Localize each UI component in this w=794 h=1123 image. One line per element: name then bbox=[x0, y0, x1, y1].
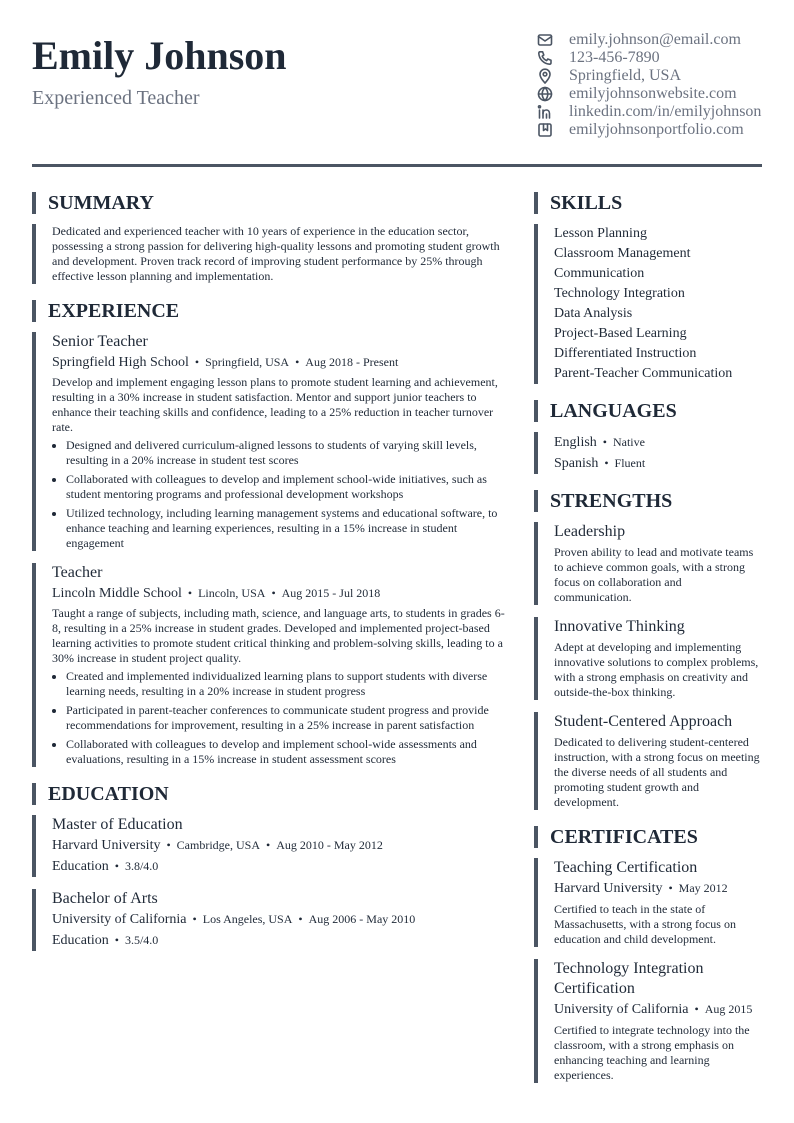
contact-phone[interactable] bbox=[536, 49, 776, 67]
contact-email[interactable] bbox=[536, 31, 776, 49]
job-bullet: • Collaborated with colleagues to develop and implement school-wide initiatives, such as student mentoring programs and professional development workshops bbox=[66, 472, 510, 502]
job-description: Taught a range of subjects, including math, science, and language arts, to students in grades 6-8, resulting in a 25% increase in student grades. Developed and implemented project-based learning activities to promote student critical thinking and problem-solving skills, leading to a 30% increase in student project quality. bbox=[52, 606, 505, 665]
strengths-section bbox=[534, 490, 762, 810]
resume-page bbox=[32, 0, 762, 1082]
education-dates: Aug 2006 - May 2010 bbox=[308, 912, 416, 926]
certificate-meta bbox=[554, 999, 762, 1020]
strength-description: Proven ability to lead and motivate teams to achieve common goals, with a strong focus on collaboration and communication. bbox=[554, 545, 754, 604]
certificate-description: Certified to integrate technology into the classroom, with a strong emphasis on enhancing teaching and learning experiences. bbox=[554, 1023, 750, 1082]
strength-description: Dedicated to delivering student-centered instruction, with a strong focus on meeting the diverse needs of all students and promoting student growth and development. bbox=[554, 735, 760, 809]
left-column bbox=[32, 192, 510, 951]
separator-dot: • bbox=[602, 435, 607, 449]
contact-list bbox=[536, 31, 776, 139]
school-location: Los Angeles, USA bbox=[202, 912, 293, 926]
certificate-date: Aug 2015 bbox=[704, 1002, 753, 1016]
job-bullets bbox=[52, 669, 510, 767]
languages-list bbox=[534, 432, 762, 474]
language-item bbox=[554, 453, 762, 474]
language-level: Fluent bbox=[614, 456, 646, 470]
job-title: Teacher bbox=[52, 564, 103, 581]
separator-dot: • bbox=[187, 586, 193, 600]
job-bullet: • Collaborated with colleagues to develop and implement school-wide assessments and evaluations, resulting in a 15% increase in student assessment scores bbox=[66, 737, 510, 767]
right-column bbox=[534, 192, 762, 1083]
language-item bbox=[554, 432, 762, 453]
phone-icon bbox=[536, 49, 554, 67]
certificate-item bbox=[534, 959, 762, 1083]
section-heading-education: EDUCATION bbox=[32, 783, 510, 805]
map-pin-icon bbox=[536, 67, 554, 85]
field-of-study: Education bbox=[52, 933, 109, 948]
education-dates: Aug 2010 - May 2012 bbox=[276, 838, 383, 852]
school-name: Harvard University bbox=[52, 838, 161, 853]
gpa: 3.5/4.0 bbox=[124, 933, 159, 947]
job-location: Springfield, USA bbox=[205, 355, 290, 369]
strength-title: Student-Centered Approach bbox=[554, 713, 733, 730]
field-of-study: Education bbox=[52, 859, 109, 874]
skill-item: Data Analysis bbox=[554, 306, 633, 321]
education-item bbox=[32, 889, 510, 951]
skills-list bbox=[534, 224, 762, 384]
summary-section bbox=[32, 192, 510, 284]
portfolio-icon bbox=[536, 121, 554, 139]
certificate-item bbox=[534, 858, 762, 947]
skills-section bbox=[534, 192, 762, 384]
job-bullet: • Participated in parent-teacher conferences to communicate student progress and provide recommendations for improvement, resulting in a 25% increase in parent satisfaction bbox=[66, 703, 510, 733]
skill-item: Technology Integration bbox=[554, 286, 685, 301]
strength-item bbox=[534, 522, 762, 605]
separator-dot: • bbox=[295, 355, 300, 369]
job-bullet: • Designed and delivered curriculum-aligned lessons to students of varying skill levels, resulting in a 20% increase in student test scores bbox=[66, 438, 510, 468]
strength-item bbox=[534, 712, 762, 810]
separator-dot: • bbox=[668, 881, 673, 895]
language-name: English bbox=[554, 435, 597, 450]
contact-location bbox=[536, 67, 776, 85]
separator-dot: • bbox=[271, 586, 276, 600]
gpa: 3.8/4.0 bbox=[124, 859, 159, 873]
certificate-description: Certified to teach in the state of Massachusetts, with a strong focus on education and child development. bbox=[554, 902, 736, 946]
section-heading-languages: LANGUAGES bbox=[534, 400, 762, 422]
skill-item: Differentiated Instruction bbox=[554, 346, 697, 361]
job-title: Senior Teacher bbox=[52, 333, 148, 350]
candidate-name: Emily Johnson bbox=[32, 33, 287, 78]
separator-dot: • bbox=[298, 912, 303, 926]
experience-item bbox=[32, 563, 510, 767]
job-organization: Lincoln Middle School bbox=[52, 586, 182, 601]
candidate-title: Experienced Teacher bbox=[32, 87, 200, 109]
section-heading-strengths: STRENGTHS bbox=[534, 490, 762, 512]
degree-title: Master of Education bbox=[52, 816, 183, 833]
separator-dot: • bbox=[604, 456, 609, 470]
job-dates: Aug 2018 - Present bbox=[305, 355, 399, 369]
separator-dot: • bbox=[194, 355, 200, 369]
certificate-date: May 2012 bbox=[678, 881, 728, 895]
education-item bbox=[32, 815, 510, 877]
contact-portfolio[interactable] bbox=[536, 121, 776, 139]
strength-item bbox=[534, 617, 762, 700]
skill-item: Communication bbox=[554, 266, 645, 281]
education-meta bbox=[52, 835, 510, 856]
job-description: Develop and implement engaging lesson plans to promote student learning and achievement, resulting in a 30% increase in student satisfaction. Mentor and support junior teachers to enhance their teaching skills and confidence, leading to a 25% reduction in teacher turnover rate. bbox=[52, 375, 498, 434]
separator-dot: • bbox=[114, 859, 119, 873]
job-bullet: • Created and implemented individualized learning plans to support students with diverse learning needs, resulting in a 20% increase in student progress bbox=[66, 669, 510, 699]
school-name: University of California bbox=[52, 912, 187, 927]
summary-text: Dedicated and experienced teacher with 10 years of experience in the education sector, possessing a strong passion for delivering high-quality lessons and promoting student growth and development. Proven track record of improving student performance by 25% through effective lesson planning and implementation. bbox=[32, 224, 510, 284]
job-bullets bbox=[52, 438, 510, 551]
separator-dot: • bbox=[694, 1002, 699, 1016]
experience-item bbox=[32, 332, 510, 551]
certificate-issuer: University of California bbox=[554, 1002, 689, 1017]
contact-website-text: emilyjohnsonwebsite.com bbox=[569, 85, 737, 102]
skill-item: Parent-Teacher Communication bbox=[554, 366, 733, 381]
resume-header bbox=[32, 0, 762, 167]
contact-linkedin[interactable] bbox=[536, 103, 776, 121]
section-heading-experience: EXPERIENCE bbox=[32, 300, 510, 322]
strength-description: Adept at developing and implementing innovative solutions to complex problems, with a strong emphasis on creativity and outside-the-box thinking. bbox=[554, 640, 759, 699]
section-heading-summary: SUMMARY bbox=[32, 192, 510, 214]
separator-dot: • bbox=[114, 933, 119, 947]
certificate-meta bbox=[554, 878, 762, 899]
separator-dot: • bbox=[166, 838, 171, 852]
school-location: Cambridge, USA bbox=[176, 838, 260, 852]
language-level: Native bbox=[612, 435, 645, 449]
strength-title: Leadership bbox=[554, 523, 626, 540]
contact-linkedin-text: linkedin.com/in/emilyjohnson bbox=[569, 103, 762, 120]
job-meta bbox=[52, 583, 510, 604]
contact-phone-text: 123-456-7890 bbox=[569, 49, 660, 66]
contact-portfolio-text: emilyjohnsonportfolio.com bbox=[569, 121, 744, 138]
job-meta bbox=[52, 352, 510, 373]
separator-dot: • bbox=[192, 912, 197, 926]
contact-website[interactable] bbox=[536, 85, 776, 103]
skill-item: Lesson Planning bbox=[554, 226, 647, 241]
job-dates: Aug 2015 - Jul 2018 bbox=[281, 586, 381, 600]
section-heading-certificates: CERTIFICATES bbox=[534, 826, 762, 848]
job-bullet: • Utilized technology, including learning management systems and educational software, to enhance teaching and learning experiences, resulting in a 15% increase in student engagement bbox=[66, 506, 510, 551]
separator-dot: • bbox=[266, 838, 271, 852]
skill-item: Classroom Management bbox=[554, 246, 691, 261]
job-organization: Springfield High School bbox=[52, 355, 189, 370]
certificate-issuer: Harvard University bbox=[554, 881, 663, 896]
section-heading-skills: SKILLS bbox=[534, 192, 762, 214]
strength-title: Innovative Thinking bbox=[554, 618, 685, 635]
degree-title: Bachelor of Arts bbox=[52, 890, 158, 907]
mail-icon bbox=[536, 31, 554, 49]
education-section bbox=[32, 783, 510, 951]
linkedin-icon bbox=[536, 103, 554, 121]
languages-section bbox=[534, 400, 762, 474]
skill-item: Project-Based Learning bbox=[554, 326, 687, 341]
globe-icon bbox=[536, 85, 554, 103]
education-field bbox=[52, 930, 510, 951]
experience-section bbox=[32, 300, 510, 767]
certificate-title: Technology Integration Certification bbox=[554, 960, 704, 997]
contact-email-text: emily.johnson@email.com bbox=[569, 31, 741, 48]
language-name: Spanish bbox=[554, 456, 599, 471]
education-field bbox=[52, 856, 510, 877]
education-meta bbox=[52, 909, 510, 930]
job-location: Lincoln, USA bbox=[198, 586, 266, 600]
certificate-title: Teaching Certification bbox=[554, 859, 698, 876]
contact-location-text: Springfield, USA bbox=[569, 67, 681, 84]
certificates-section bbox=[534, 826, 762, 1083]
header-divider bbox=[32, 164, 762, 167]
